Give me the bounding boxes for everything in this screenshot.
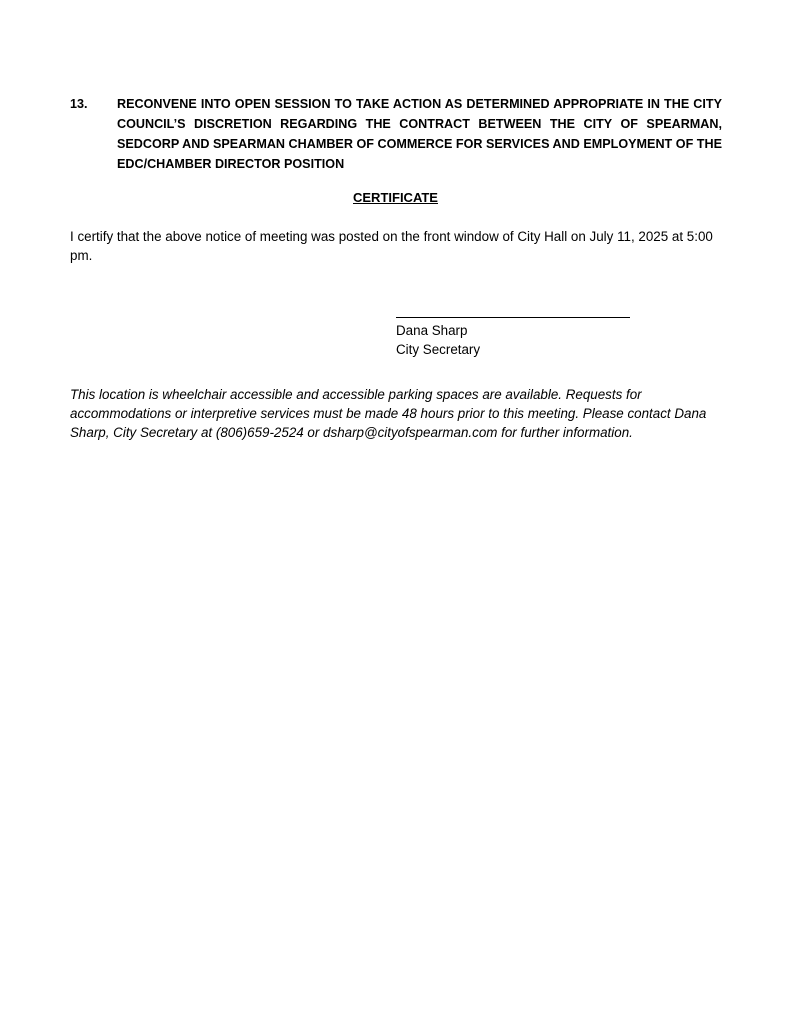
- agenda-item-13: [70, 94, 722, 174]
- agenda-item-number: 13.: [70, 97, 88, 111]
- certificate-text: I certify that the above notice of meeting was posted on the front window of City Hall on July 11, 2025 at 5:00 pm.: [70, 229, 713, 263]
- accessibility-note: This location is wheelchair accessible and accessible parking spaces are available. Requests for accommodations or interpretive services must be made 48 hours prior to this meeting. Please contact Dana Sharp, City Secretary at (806)659-2524 or dsharp@cityofspearman.com for further information.: [70, 387, 707, 440]
- signer-name: Dana Sharp: [396, 323, 468, 338]
- agenda-item-text: RECONVENE INTO OPEN SESSION TO TAKE ACTION AS DETERMINED APPROPRIATE IN THE CITY COUNCIL’S DISCRETION REGARDING THE CONTRACT BETWEEN THE CITY OF SPEARMAN, SEDCORP AND SPEARMAN CHAMBER OF COMMERCE FOR SERVICES AND EMPLOYMENT OF THE EDC/CHAMBER DIRECTOR POSITION: [117, 97, 722, 171]
- signature-line: [396, 317, 630, 318]
- signer-title: City Secretary: [396, 342, 481, 357]
- certificate-heading: CERTIFICATE: [353, 190, 438, 205]
